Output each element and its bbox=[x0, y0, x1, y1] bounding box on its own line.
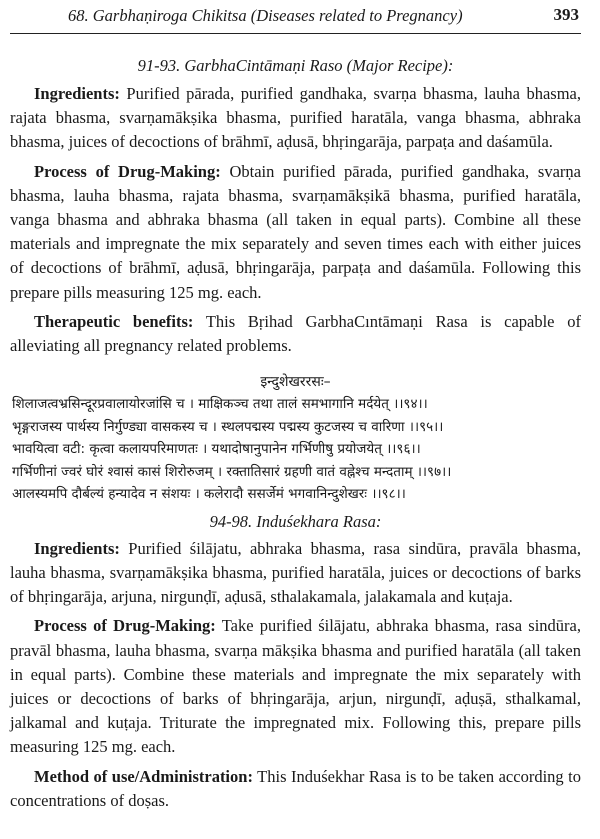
process-label: Process of Drug-Making: bbox=[34, 616, 216, 636]
process-paragraph-1 bbox=[10, 160, 581, 305]
running-header bbox=[10, 0, 581, 34]
method-label: Method of use/Administration: bbox=[34, 766, 253, 786]
ingredients-paragraph-2 bbox=[10, 537, 581, 610]
ingredients-paragraph-1 bbox=[10, 82, 581, 155]
sanskrit-verse-line: शिलाजत्वभ्रसिन्दूरप्रवालायोरजांसि च । माक्षिकञ्च तथा तालं समभागानि मर्दयेत् ।।९४।। bbox=[12, 396, 428, 413]
benefits-label: Therapeutic benefits: bbox=[34, 311, 194, 331]
sanskrit-verse-line: भृङ्गराजस्य पार्थस्य निर्गुण्ड्या वासकस्य च । स्थलपद्मस्य पद्मस्य कुटजस्य च वारिणा ।।९५।। bbox=[12, 418, 444, 435]
process-text: Take purified śilājatu, abhraka bhasma, rasa sindūra, pravāl bhasma, lauha bhasma, svarṇa mākṣika bhasma and purified haratāla (all taken in equal parts). Combine these materials and impregnate the mix separately with juices or decoctions of barks of bhṛingarāja, arjun, nirgunḍī, aḍuṣā, sthalkamal, jalkamal and kuṭaja. Triturate the impregnated mix. Following this, prepare pills measuring 125 mg. each. bbox=[10, 616, 581, 757]
benefits-paragraph bbox=[10, 310, 581, 358]
process-label: Process of Drug-Making: bbox=[34, 161, 221, 181]
method-paragraph bbox=[10, 765, 581, 813]
recipe-heading-indusekhara: 94-98. Induśekhara Rasa: bbox=[209, 511, 382, 531]
benefits-text: This Bṛihad GarbhaCıntāmaṇi Rasa is capable of alleviating all pregnancy related problems. bbox=[10, 311, 581, 356]
ingredients-label: Ingredients: bbox=[34, 84, 120, 103]
chapter-title: 68. Garbhaṇiroga Chikitsa (Diseases related to Pregnancy) bbox=[68, 6, 463, 25]
ingredients-label: Ingredients: bbox=[34, 538, 120, 558]
page-number: 393 bbox=[553, 5, 579, 24]
sanskrit-verse-line: भावयित्वा वटी: कृत्वा कलायपरिमाणतः । यथादोषानुपानेन गर्भिणीषु प्रयोजयेत् ।।९६।। bbox=[12, 441, 421, 458]
process-paragraph-2 bbox=[10, 614, 581, 759]
process-text: Obtain purified pārada, purified gandhaka, svarṇa bhasma, lauha bhasma, rajata bhasma, svarṇamākṣikā bhasma, purified haratāla, vanga bhasma and abhraka bhasma (all taken in equal parts). Combine all these materials and impregnate the mix separately and seven times each with either juices of decoctions of brāhmī, aḍusā, bhṛingarāja, parpaṭa and daśamūla. Following this prepare pills measuring 125 mg. each. bbox=[10, 161, 581, 302]
sanskrit-verse-title: इन्दुशेखररसः– bbox=[260, 374, 331, 391]
recipe-heading-garbhacintamani: 91-93. GarbhaCintāmaṇi Raso (Major Recipe): bbox=[137, 56, 454, 75]
sanskrit-verses bbox=[10, 393, 581, 506]
sanskrit-verse-line: गर्भिणीनां ज्वरं घोरं श्वासं कासं शिरोरुजम् । रक्तातिसारं ग्रहणी वातं वह्नेश्च मन्दताम् ।।९७।। bbox=[12, 463, 452, 480]
ingredients-text: Purified śilājatu, abhraka bhasma, rasa sindūra, pravāla bhasma, lauha bhasma, svarṇamākṣika bhasma, purified haratāla, juices or decoctions of barks of bhṛingarāja, arjuna, nirgunḍī, aḍusā, sthalakamala, jalakamala and kuṭaja. bbox=[10, 538, 581, 607]
ingredients-text: Purified pārada, purified gandhaka, svarṇa bhasma, lauha bhasma, rajata bhasma, svarṇamākṣika bhasma, purified haratāla, vanga bhasma, abhraka bhasma, juices of decoctions of brāhmī, aḍusā, bhṛingarāja, parpaṭa and daśamūla. bbox=[10, 84, 581, 152]
sanskrit-verse-line: आलस्यमपि दौर्बल्यं हन्यादेव न संशयः । कलेरादौ ससर्जेमं भगवानिन्दुशेखरः ।।९८।। bbox=[12, 486, 406, 503]
method-text: This Induśekhar Rasa is to be taken according to concentrations of doṣas. bbox=[10, 766, 582, 810]
